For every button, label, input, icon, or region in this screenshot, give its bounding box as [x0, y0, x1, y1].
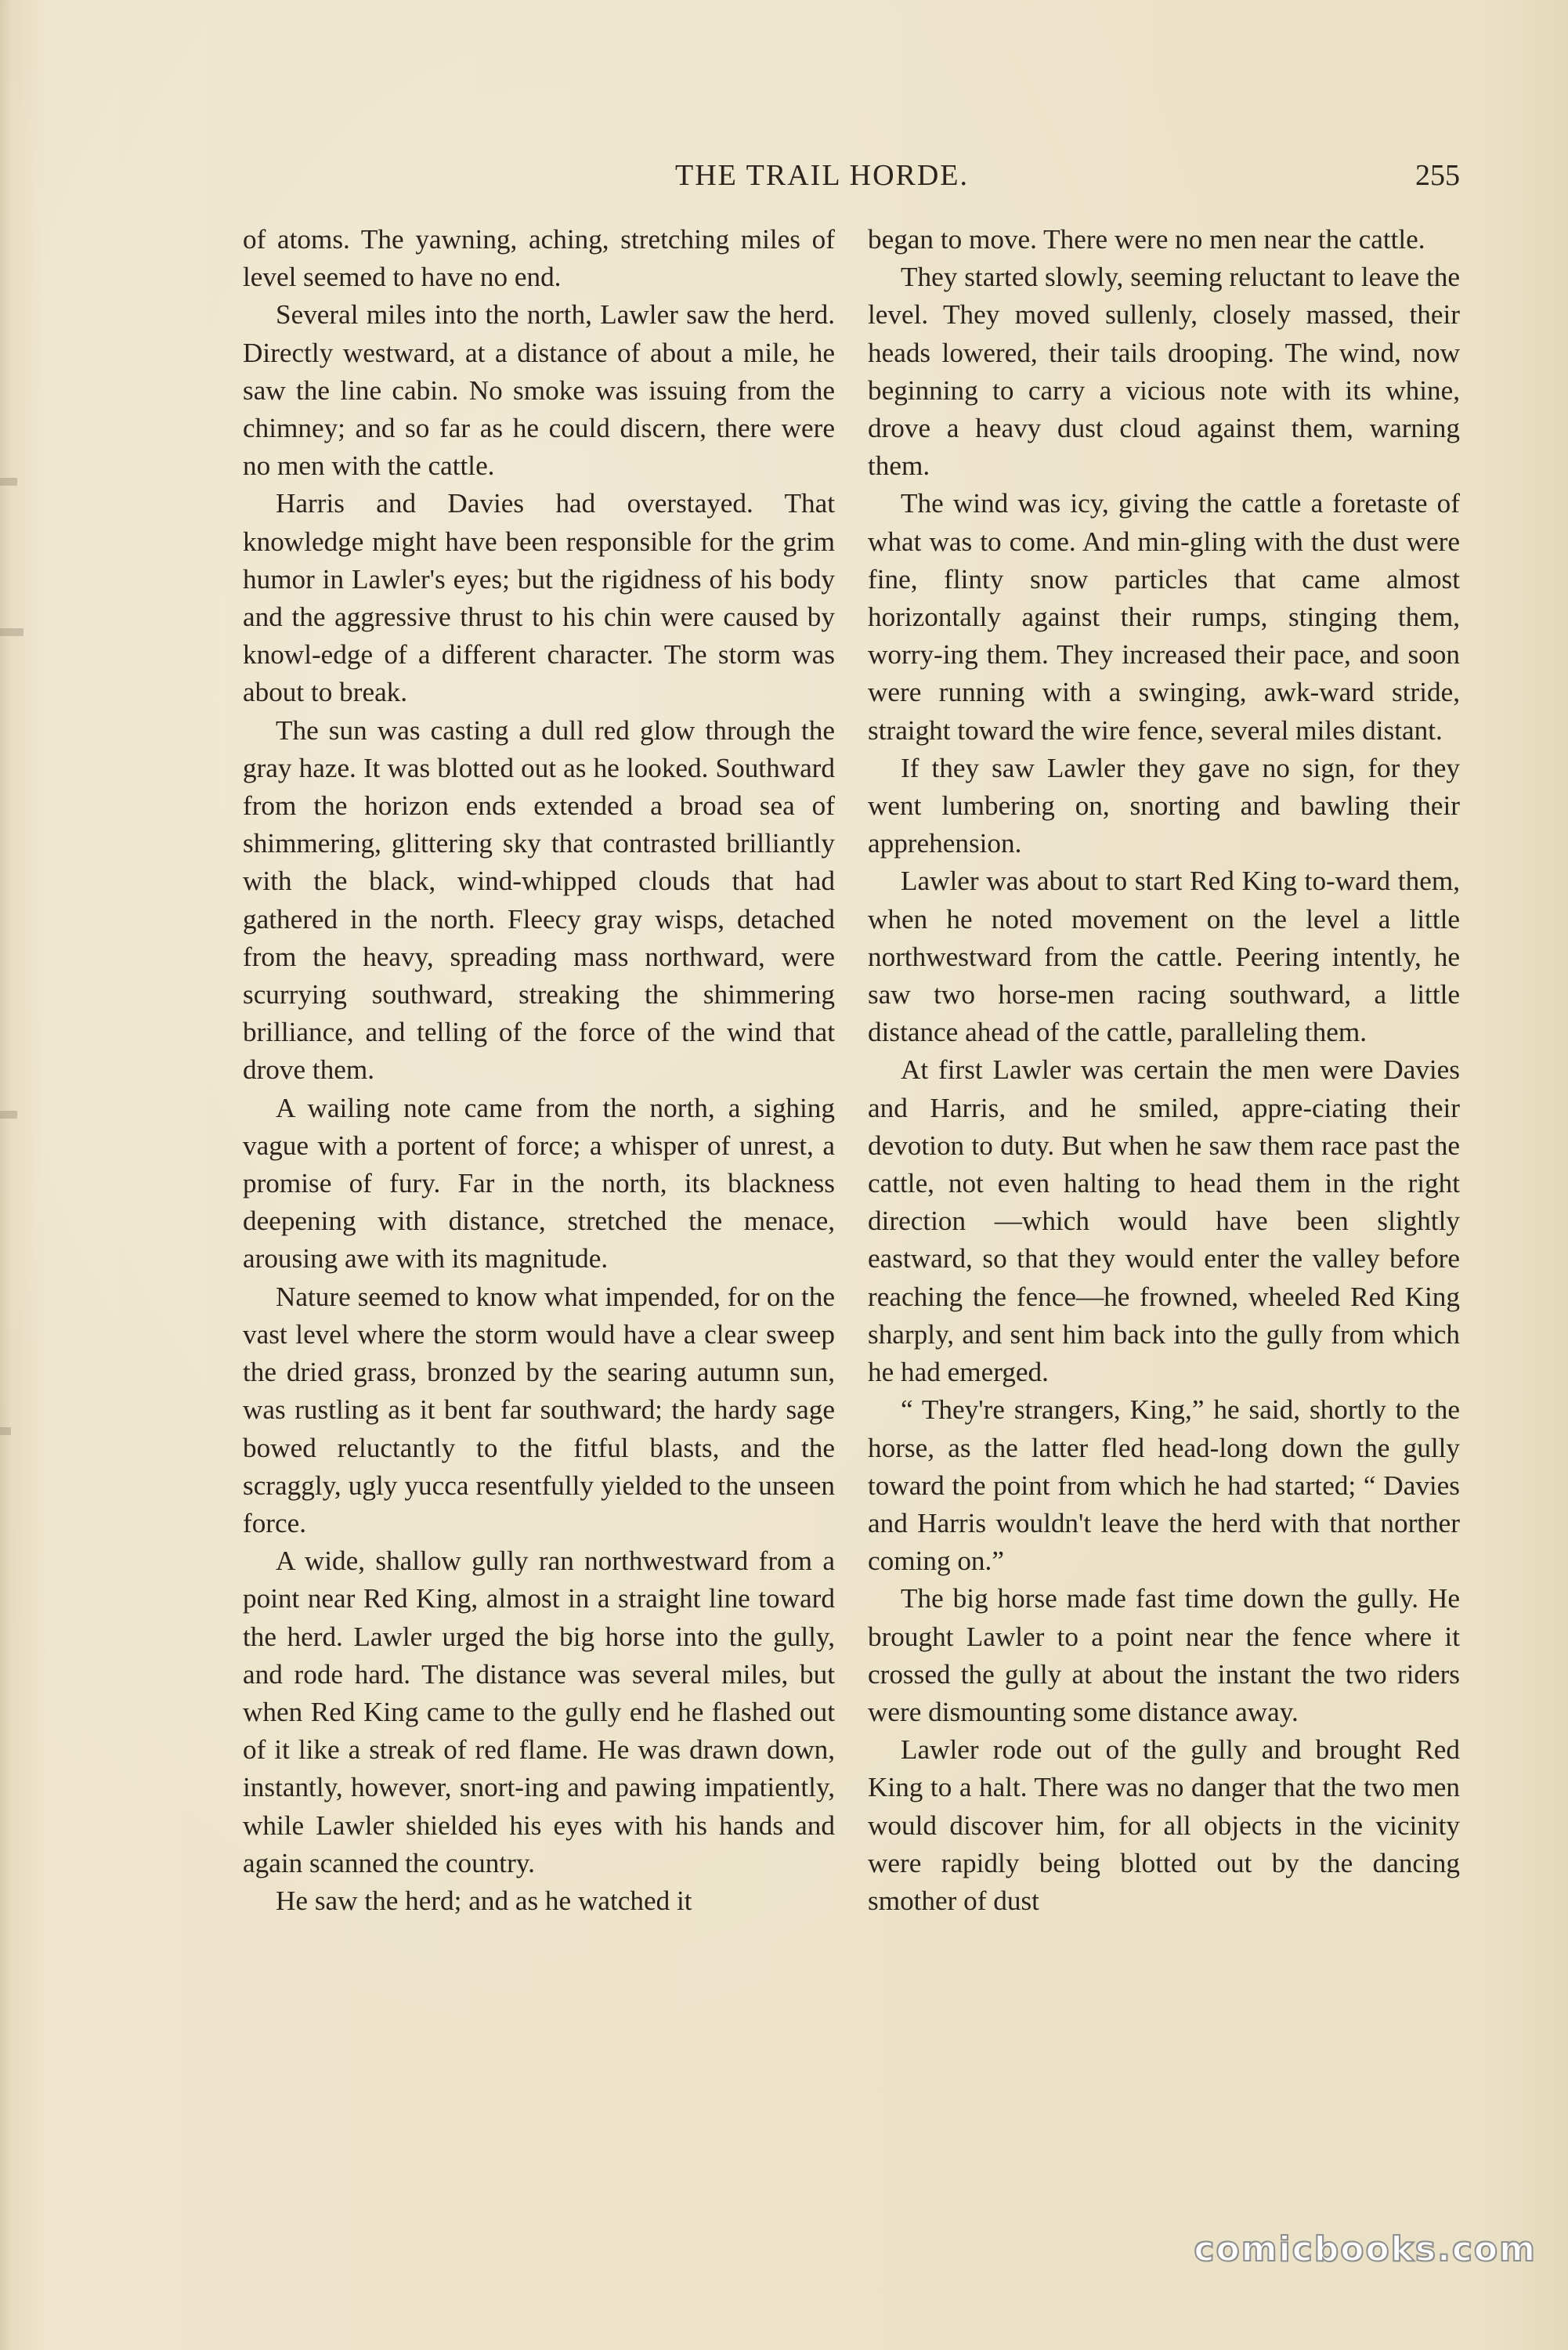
paragraph: A wide, shallow gully ran northwestward from a point near Red King, almost in a straight line toward the herd. Lawler urged the big horse into the gully, and rode hard. The distance was several miles, but when Red King came to the gully end he flashed out of it like a streak of red flame. He was drawn down, instantly, however, snort-ing and pawing impatiently, while Lawler shielded his eyes with his hands and again scanned the country. — [243, 1546, 835, 1878]
paragraph: The sun was casting a dull red glow through the gray haze. It was blotted out as he looked. Southward from the horizon ends extended a broad sea of shimmering, glittering sky that contrasted brilliantly with the black, wind-whipped clouds that had gathered in the north. Fleecy gray wisps, detached from the heavy, spreading mass northward, were scurrying southward, streaking the shimmering brilliance, and telling of the force of the wind that drove them. — [243, 714, 835, 1086]
paragraph: At first Lawler was certain the men were Davies and Harris, and he smiled, appre-ciating their devotion to duty. But when he saw them race past the cattle, not even halting to head them in the right direction —which would have been slightly eastward, so that they would enter the valley before reaching the fence—he frowned, wheeled Red King sharply, and sent him back into the gully from which he had emerged. — [868, 1054, 1460, 1388]
paragraph: They started slowly, seeming reluctant to leave the level. They moved sullenly, closely massed, their heads lowered, their tails drooping. The wind, now beginning to carry a vicious note with its whine, drove a heavy dust cloud against them, warning them. — [868, 262, 1460, 482]
paragraph: Lawler was about to start Red King to-ward them, when he noted movement on the level a little northwestward from the cattle. Peering intently, he saw two horse-men racing southward, a little distance ahead of the cattle, paralleling them. — [868, 866, 1460, 1048]
paragraph: Nature seemed to know what impended, for on the vast level where the storm would have a clear sweep the dried grass, bronzed by the searing autumn sun, was rustling as it bent far southward; the hardy sage bowed reluctantly to the fitful blasts, and the scraggly, ugly yucca resentfully yielded to the unseen force. — [243, 1281, 835, 1538]
paragraph: Lawler rode out of the gully and brought Red King to a halt. There was no danger that the two men would discover him, for all objects in the vicinity were rapidly being blotted out by the dancing smother of dust — [868, 1734, 1460, 1916]
page-number: 255 — [1415, 159, 1460, 192]
left-column — [243, 221, 835, 1920]
paragraph: Several miles into the north, Lawler saw the herd. Directly westward, at a distance of about a mile, he saw the line cabin. No smoke was issuing from the chimney; and so far as he could discern, there were no men with the cattle. — [243, 299, 835, 482]
paragraph: A wailing note came from the north, a sighing vague with a portent of force; a whisper of unrest, a promise of fury. Far in the north, its blackness deepening with distance, stretched the menace, arousing awe with its magnitude. — [243, 1092, 835, 1274]
binding-mark — [0, 478, 17, 486]
paragraph: of atoms. The yawning, aching, stretching miles of level seemed to have no end. — [243, 224, 835, 293]
paragraph: began to move. There were no men near the cattle. — [868, 224, 1425, 255]
binding-mark — [0, 1427, 11, 1435]
paragraph: The wind was icy, giving the cattle a foretaste of what was to come. And min-gling with the dust were fine, flinty snow particles that came almost horizontally against their rumps, stinging them, worry-ing them. They increased their pace, and soon were running with a swinging, awk-ward stride, straight toward the wire fence, several miles distant. — [868, 488, 1460, 746]
paragraph: The big horse made fast time down the gully. He brought Lawler to a point near the fence where it crossed the gully at about the instant the two riders were dismounting some distance away. — [868, 1583, 1460, 1727]
right-column — [868, 221, 1460, 1920]
running-title: THE TRAIL HORDE. — [675, 159, 970, 192]
paragraph: He saw the herd; and as he watched it — [276, 1885, 692, 1916]
paragraph: “ They're strangers, King,” he said, shortly to the horse, as the latter fled head-long down the gully toward the point from which he had started; “ Davies and Harris wouldn't leave the herd with that norther coming on.” — [868, 1394, 1460, 1577]
paragraph: Harris and Davies had overstayed. That knowledge might have been responsible for the grim humor in Lawler's eyes; but the rigidness of his body and the aggressive thrust to his chin were caused by knowl-edge of a different character. The storm was about to break. — [243, 488, 835, 708]
paragraph: If they saw Lawler they gave no sign, for they went lumbering on, snorting and bawling their apprehension. — [868, 752, 1460, 859]
watermark-logo: comicbooks.com — [1194, 2229, 1537, 2269]
binding-mark — [0, 628, 23, 636]
binding-mark — [0, 1111, 17, 1119]
